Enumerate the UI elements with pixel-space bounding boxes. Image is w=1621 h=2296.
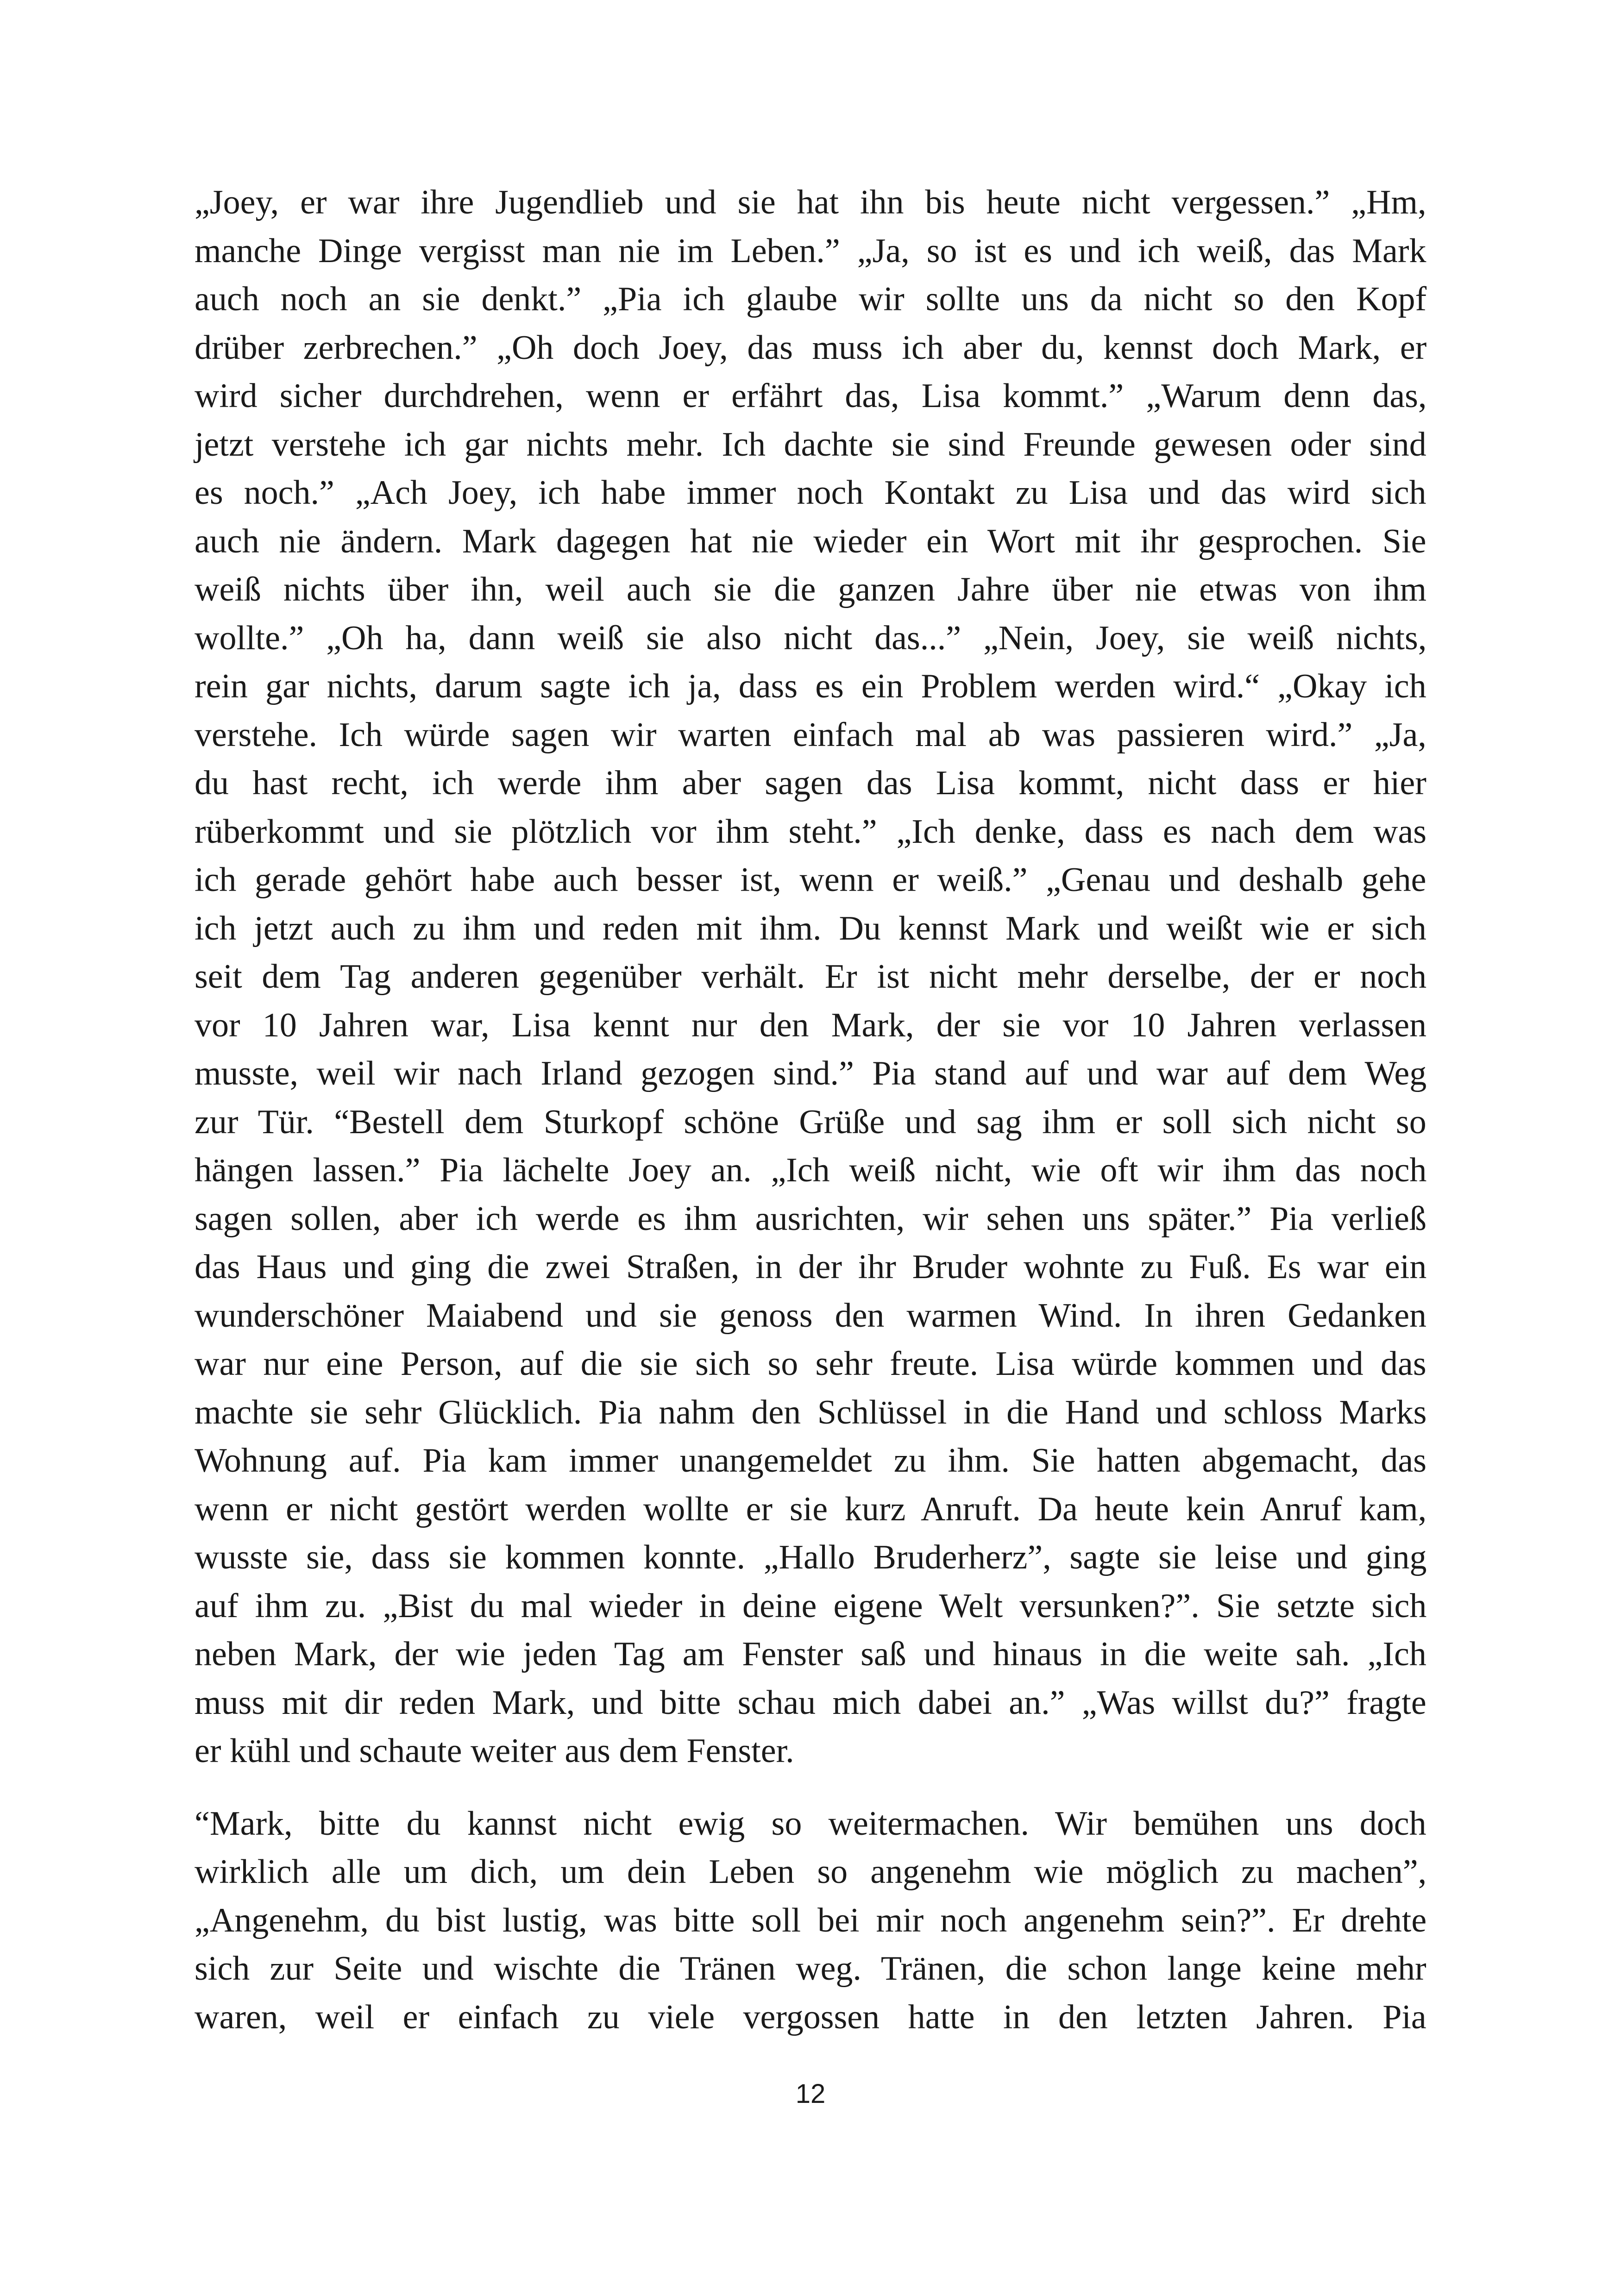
text-line: war nur eine Person, auf die sie sich so sehr freute. Lisa würde kommen und das (195, 1345, 1426, 1383)
text-line: zur Tür. “Bestell dem Sturkopf schöne Grüße und sag ihm er soll sich nicht so (195, 1103, 1426, 1141)
text-line: sich zur Seite und wischte die Tränen weg. Tränen, die schon lange keine mehr (195, 1950, 1426, 1988)
text-line: auf ihm zu. „Bist du mal wieder in deine eigene Welt versunken?”. Sie setzte sich (195, 1587, 1427, 1625)
text-line: rein gar nichts, darum sagte ich ja, dass es ein Problem werden wird.“ „Okay ich (195, 667, 1426, 705)
text-line: „Angenehm, du bist lustig, was bitte soll bei mir noch angenehm sein?”. Er drehte (195, 1901, 1427, 1939)
text-line: “Mark, bitte du kannst nicht ewig so weitermachen. Wir bemühen uns doch (195, 1804, 1426, 1843)
text-line: hängen lassen.” Pia lächelte Joey an. „Ich weiß nicht, wie oft wir ihm das noch (195, 1151, 1427, 1189)
text-line: waren, weil er einfach zu viele vergossen hatte in den letzten Jahren. Pia (195, 1998, 1426, 2036)
paragraph-gap (195, 1775, 1426, 1800)
text-line: neben Mark, der wie jeden Tag am Fenster saß und hinaus in die weite sah. „Ich (195, 1635, 1426, 1673)
text-line: wenn er nicht gestört werden wollte er sie kurz Anruft. Da heute kein Anruf kam, (195, 1490, 1427, 1528)
text-line: wird sicher durchdrehen, wenn er erfährt das, Lisa kommt.” „Warum denn das, (195, 377, 1427, 415)
text-line: wusste sie, dass sie kommen konnte. „Hallo Bruderherz”, sagte sie leise und ging (195, 1538, 1427, 1576)
paragraph (195, 1800, 1426, 2042)
text-line: seit dem Tag anderen gegenüber verhält. Er ist nicht mehr derselbe, der er noch (195, 958, 1427, 996)
text-line: weiß nichts über ihn, weil auch sie die ganzen Jahre über nie etwas von ihm (195, 571, 1427, 609)
text-line: er kühl und schaute weiter aus dem Fenster. (195, 1732, 794, 1770)
text-line: rüberkommt und sie plötzlich vor ihm steht.” „Ich denke, dass es nach dem was (195, 812, 1427, 851)
text-line: du hast recht, ich werde ihm aber sagen das Lisa kommt, nicht dass er hier (195, 764, 1426, 802)
text-line: auch noch an sie denkt.” „Pia ich glaube wir sollte uns da nicht so den Kopf (195, 280, 1427, 318)
text-line: verstehe. Ich würde sagen wir warten einfach mal ab was passieren wird.” „Ja, (195, 715, 1426, 754)
text-line: sagen sollen, aber ich werde es ihm ausrichten, wir sehen uns später.” Pia verließ (195, 1199, 1427, 1238)
body-text (195, 178, 1426, 2041)
text-line: Wohnung auf. Pia kam immer unangemeldet zu ihm. Sie hatten abgemacht, das (195, 1442, 1427, 1480)
text-line: auch nie ändern. Mark dagegen hat nie wieder ein Wort mit ihr gesprochen. Sie (195, 522, 1426, 560)
text-line: „Joey, er war ihre Jugendlieb und sie hat ihn bis heute nicht vergessen.” „Hm, (195, 183, 1426, 221)
page-number: 12 (795, 2079, 826, 2109)
text-line: ich gerade gehört habe auch besser ist, wenn er weiß.” „Genau und deshalb gehe (195, 861, 1426, 899)
text-line: manche Dinge vergisst man nie im Leben.” „Ja, so ist es und ich weiß, das Mark (195, 232, 1426, 270)
text-line: wunderschöner Maiabend und sie genoss den warmen Wind. In ihren Gedanken (195, 1296, 1427, 1335)
text-line: wollte.” „Oh ha, dann weiß sie also nicht das...” „Nein, Joey, sie weiß nichts, (195, 619, 1427, 657)
paragraph (195, 178, 1426, 1775)
text-line: musste, weil wir nach Irland gezogen sind.” Pia stand auf und war auf dem Weg (195, 1054, 1427, 1092)
text-line: wirklich alle um dich, um dein Leben so angenehm wie möglich zu machen”, (195, 1853, 1427, 1891)
text-line: jetzt verstehe ich gar nichts mehr. Ich dachte sie sind Freunde gewesen oder sind (195, 425, 1426, 464)
text-line: es noch.” „Ach Joey, ich habe immer noch Kontakt zu Lisa und das wird sich (195, 474, 1426, 512)
text-line: vor 10 Jahren war, Lisa kennt nur den Mark, der sie vor 10 Jahren verlassen (195, 1006, 1427, 1044)
text-line: das Haus und ging die zwei Straßen, in der ihr Bruder wohnte zu Fuß. Es war ein (195, 1248, 1427, 1286)
text-line: ich jetzt auch zu ihm und reden mit ihm. Du kennst Mark und weißt wie er sich (195, 909, 1426, 947)
text-line: machte sie sehr Glücklich. Pia nahm den Schlüssel in die Hand und schloss Marks (195, 1393, 1427, 1431)
text-line: drüber zerbrechen.” „Oh doch Joey, das muss ich aber du, kennst doch Mark, er (195, 328, 1427, 367)
text-line: muss mit dir reden Mark, und bitte schau mich dabei an.” „Was willst du?” fragte (195, 1683, 1426, 1722)
